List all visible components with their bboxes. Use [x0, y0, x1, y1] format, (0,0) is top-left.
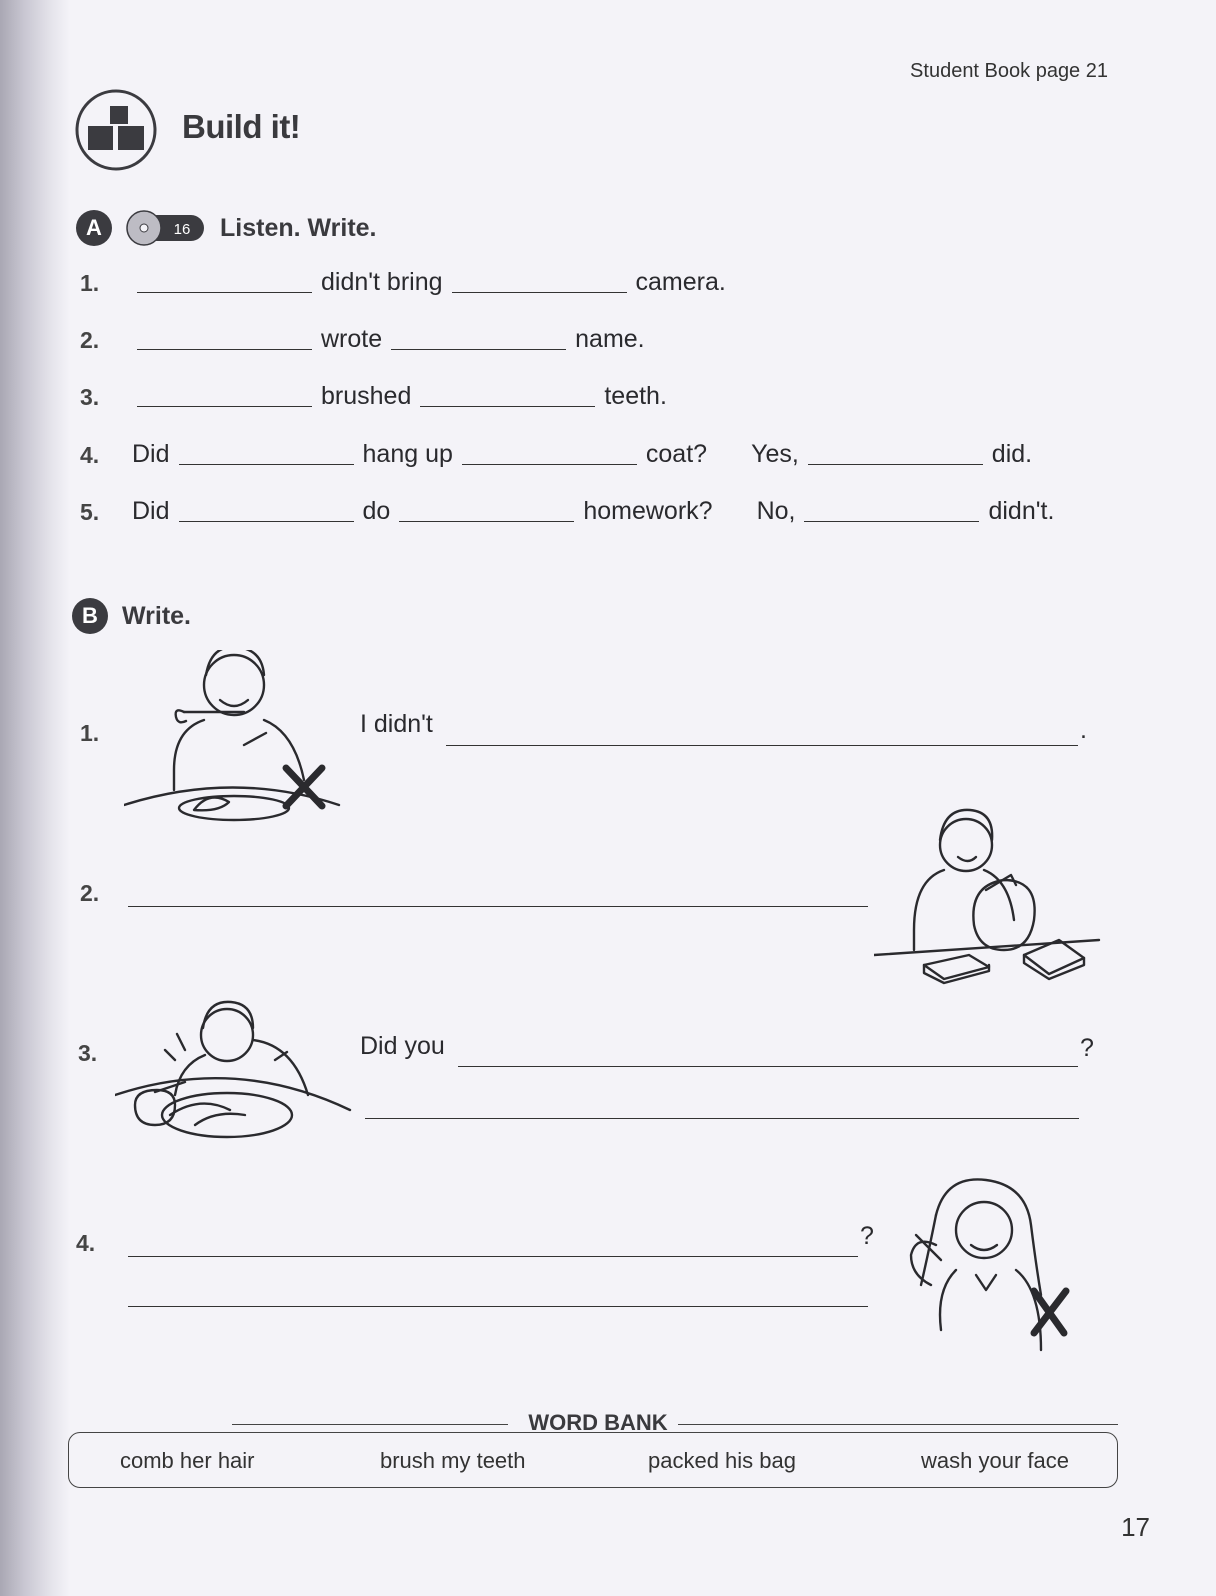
- exercise-a-row-3: 3. brushed teeth.: [80, 382, 667, 410]
- girl-combing-hair-illustration: [876, 1175, 1096, 1360]
- boy-packing-bag-illustration: [874, 805, 1104, 1005]
- exercise-a-row-5: 5. Did do homework? No, didn't.: [80, 497, 1055, 525]
- boy-washing-face-illustration: [115, 1000, 355, 1160]
- answer-blank[interactable]: [420, 406, 595, 407]
- answer-line[interactable]: [458, 1066, 1078, 1067]
- section-b-badge: B: [72, 598, 108, 634]
- building-blocks-icon: [74, 88, 158, 172]
- word-bank-item: comb her hair: [120, 1448, 255, 1473]
- page-title: Build it!: [182, 108, 301, 145]
- word-bank-label: WORD BANK: [528, 1410, 668, 1435]
- boy-brushing-teeth-illustration: [124, 650, 344, 835]
- answer-line[interactable]: [128, 1256, 858, 1257]
- answer-line[interactable]: [128, 906, 868, 907]
- answer-blank[interactable]: [399, 521, 574, 522]
- answer-blank[interactable]: [391, 349, 566, 350]
- book-spine-shadow: [0, 0, 70, 1596]
- section-a-badge: A: [76, 210, 112, 246]
- section-b-header: [72, 598, 191, 634]
- answer-blank[interactable]: [808, 464, 983, 465]
- exercise-b-num-3: 3.: [78, 1040, 98, 1066]
- answer-blank[interactable]: [137, 406, 312, 407]
- exercise-b-num-4: 4.: [76, 1230, 96, 1256]
- exercise-a-row-4: 4. Did hang up coat? Yes, did.: [80, 440, 1033, 468]
- section-b-instruction: Write.: [122, 601, 191, 630]
- answer-blank[interactable]: [137, 292, 312, 293]
- word-bank-item: packed his bag: [648, 1448, 796, 1473]
- answer-blank[interactable]: [804, 521, 979, 522]
- answer-line[interactable]: [128, 1306, 868, 1307]
- exercise-a-row-1: 1. didn't bring camera.: [80, 268, 726, 296]
- word-bank-item: brush my teeth: [380, 1448, 526, 1473]
- answer-blank[interactable]: [462, 464, 637, 465]
- answer-blank[interactable]: [137, 349, 312, 350]
- exercise-b-num-1: 1.: [80, 720, 100, 746]
- section-a-header: [76, 210, 377, 246]
- exercise-b-prompt-3: Did you: [360, 1032, 445, 1060]
- answer-line[interactable]: [446, 745, 1078, 746]
- exercise-a-row-2: 2. wrote name.: [80, 325, 645, 353]
- page-number: 17: [1121, 1512, 1150, 1542]
- answer-blank[interactable]: [179, 464, 354, 465]
- answer-blank[interactable]: [179, 521, 354, 522]
- answer-line[interactable]: [365, 1118, 1079, 1119]
- exercise-b-prompt-1: I didn't: [360, 710, 433, 738]
- track-number: 16: [173, 221, 191, 238]
- word-bank-rule-right: [678, 1424, 1118, 1425]
- student-book-reference: Student Book page 21: [910, 60, 1108, 82]
- word-bank-item: wash your face: [921, 1448, 1069, 1473]
- section-a-instruction: Listen. Write.: [220, 213, 377, 242]
- audio-cd-icon: [126, 210, 206, 246]
- answer-blank[interactable]: [452, 292, 627, 293]
- exercise-b-num-2: 2.: [80, 880, 100, 906]
